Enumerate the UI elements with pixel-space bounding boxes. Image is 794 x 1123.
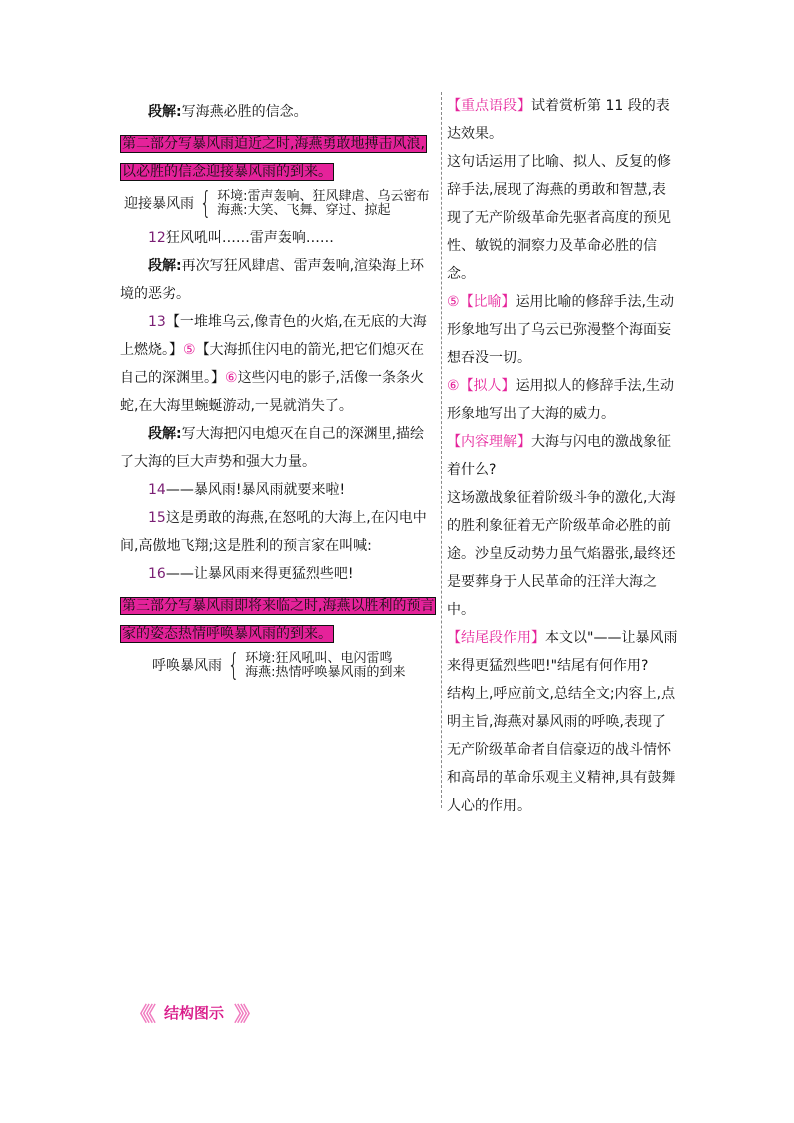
note-text: 运用拟人的修辞手法,生动形象地写出了大海的威力。 (447, 378, 675, 422)
paragraph-15 (120, 504, 436, 560)
paragraph-text: 狂风吼叫……雷声轰响…… (165, 230, 334, 246)
note-tag: 【拟人】 (459, 378, 516, 394)
analysis-label: 段解: (148, 258, 182, 274)
note-tag: 【比喻】 (459, 294, 516, 310)
annotation-marker-5: ⑤ (183, 342, 196, 358)
question-tag: 【内容理解】 (447, 434, 531, 450)
section-summary-2 (120, 130, 436, 186)
paragraph-14 (120, 476, 436, 504)
paragraph-text: 【一堆堆乌云,像青色的火焰,在无底的大海上燃烧。】 (120, 314, 427, 358)
analysis-label: 段解: (148, 104, 182, 120)
annotation-marker-5: ⑤ (447, 294, 460, 310)
note-text: 运用比喻的修辞手法,生动形象地写出了乌云已弥漫整个海面妄想吞没一切。 (447, 294, 675, 366)
question-text: 试着赏析第 11 段的表达效果。 (447, 98, 670, 142)
question-tag: 【结尾段作用】 (447, 630, 545, 646)
question-content (447, 428, 679, 484)
paragraph-analysis-3 (120, 420, 436, 476)
brace-item: 环境:雷声轰响、狂风肆虐、乌云密布 (217, 189, 430, 204)
structure-diagram-banner (130, 998, 256, 1027)
question-text: 大海与闪电的激战象征着什么? (447, 434, 671, 478)
paragraph-number: 13 (148, 314, 166, 330)
paragraph-text: ——让暴风雨来得更猛烈些吧! (165, 566, 354, 582)
chevron-right-icon: 》》 (234, 1002, 257, 1026)
answer-key-paragraph: 这句话运用了比喻、拟人、反复的修辞手法,展现了海燕的勇敢和智慧,表现了无产阶级革命先驱者高度的预见性、敏锐的洞察力及革命必胜的信念。 (447, 154, 671, 282)
paragraph-analysis-2 (120, 252, 436, 308)
paragraph-text: 这些闪电的影子,活像一条条火蛇,在大海里蜿蜒游动,一晃就消失了。 (120, 370, 425, 414)
highlight-text: 第二部分写暴风雨迫近之时,海燕勇敢地搏击风浪,以必胜的信念迎接暴风雨的到来。 (122, 136, 425, 180)
right-column (447, 92, 679, 820)
paragraph-text: ——暴风雨!暴风雨就要来啦! (165, 482, 346, 498)
paragraph-16 (120, 560, 436, 588)
brace-items (245, 652, 405, 680)
brace-items (217, 190, 429, 218)
banner-title: 结构图示 (164, 1004, 225, 1022)
note-personification (447, 372, 679, 428)
analysis-text: 再次写狂风肆虐、雷声轰响,渲染海上环境的恶劣。 (120, 258, 425, 302)
question-text: 本文以"——让暴风雨来得更猛烈些吧!"结尾有何作用? (447, 630, 678, 674)
left-column (120, 98, 436, 686)
paragraph-number: 12 (148, 230, 166, 246)
brace-icon: { (227, 648, 240, 683)
paragraph-text: 这是勇敢的海燕,在怒吼的大海上,在闪电中间,高傲地飞翔;这是胜利的预言家在叫喊: (120, 510, 427, 554)
brace-item: 海燕:大笑、飞舞、穿过、掠起 (217, 203, 391, 218)
paragraph-analysis-1 (120, 98, 436, 126)
brace-icon: { (199, 186, 212, 221)
paragraph-13 (120, 308, 436, 420)
paragraph-number: 15 (148, 510, 166, 526)
paragraph-text: 【大海抓住闪电的箭光,把它们熄灭在自己的深渊里。】 (120, 342, 425, 386)
structure-brace-1 (120, 186, 436, 221)
section-summary-3 (120, 592, 436, 648)
question-ending (447, 624, 679, 680)
question-tag: 【重点语段】 (447, 98, 531, 114)
paragraph-12 (120, 224, 436, 252)
analysis-label: 段解: (148, 426, 182, 442)
brace-label: 迎接暴风雨 (124, 196, 194, 212)
brace-label: 呼唤暴风雨 (152, 658, 222, 674)
column-divider (441, 92, 442, 808)
paragraph-number: 16 (148, 566, 166, 582)
analysis-text: 写大海把闪电熄灭在自己的深渊里,描绘了大海的巨大声势和强大力量。 (120, 426, 425, 470)
answer-ending: 结构上,呼应前文,总结全文;内容上,点明主旨,海燕对暴风雨的呼唤,表现了无产阶级革命者自信豪迈的战斗情怀和高昂的革命乐观主义精神,具有鼓舞人心的作用。 (447, 686, 676, 814)
brace-item: 海燕:热情呼唤暴风雨的到来 (245, 665, 406, 680)
note-metaphor (447, 288, 679, 372)
structure-brace-2 (120, 648, 436, 683)
answer-content: 这场激战象征着阶级斗争的激化,大海的胜利象征着无产阶级革命必胜的前途。沙皇反动势力虽气焰嚣张,最终还是要葬身于人民革命的汪洋大海之中。 (447, 490, 676, 618)
annotation-marker-6: ⑥ (225, 370, 238, 386)
paragraph-number: 14 (148, 482, 166, 498)
brace-item: 环境:狂风吼叫、电闪雷鸣 (245, 651, 393, 666)
highlight-text: 第三部分写暴风雨即将来临之时,海燕以胜利的预言家的姿态热情呼唤暴风雨的到来。 (122, 598, 435, 642)
annotation-marker-6: ⑥ (447, 378, 460, 394)
question-key-paragraph (447, 92, 679, 148)
analysis-text: 写海燕必胜的信念。 (181, 104, 308, 120)
chevron-left-icon: 《《 (130, 1002, 152, 1026)
